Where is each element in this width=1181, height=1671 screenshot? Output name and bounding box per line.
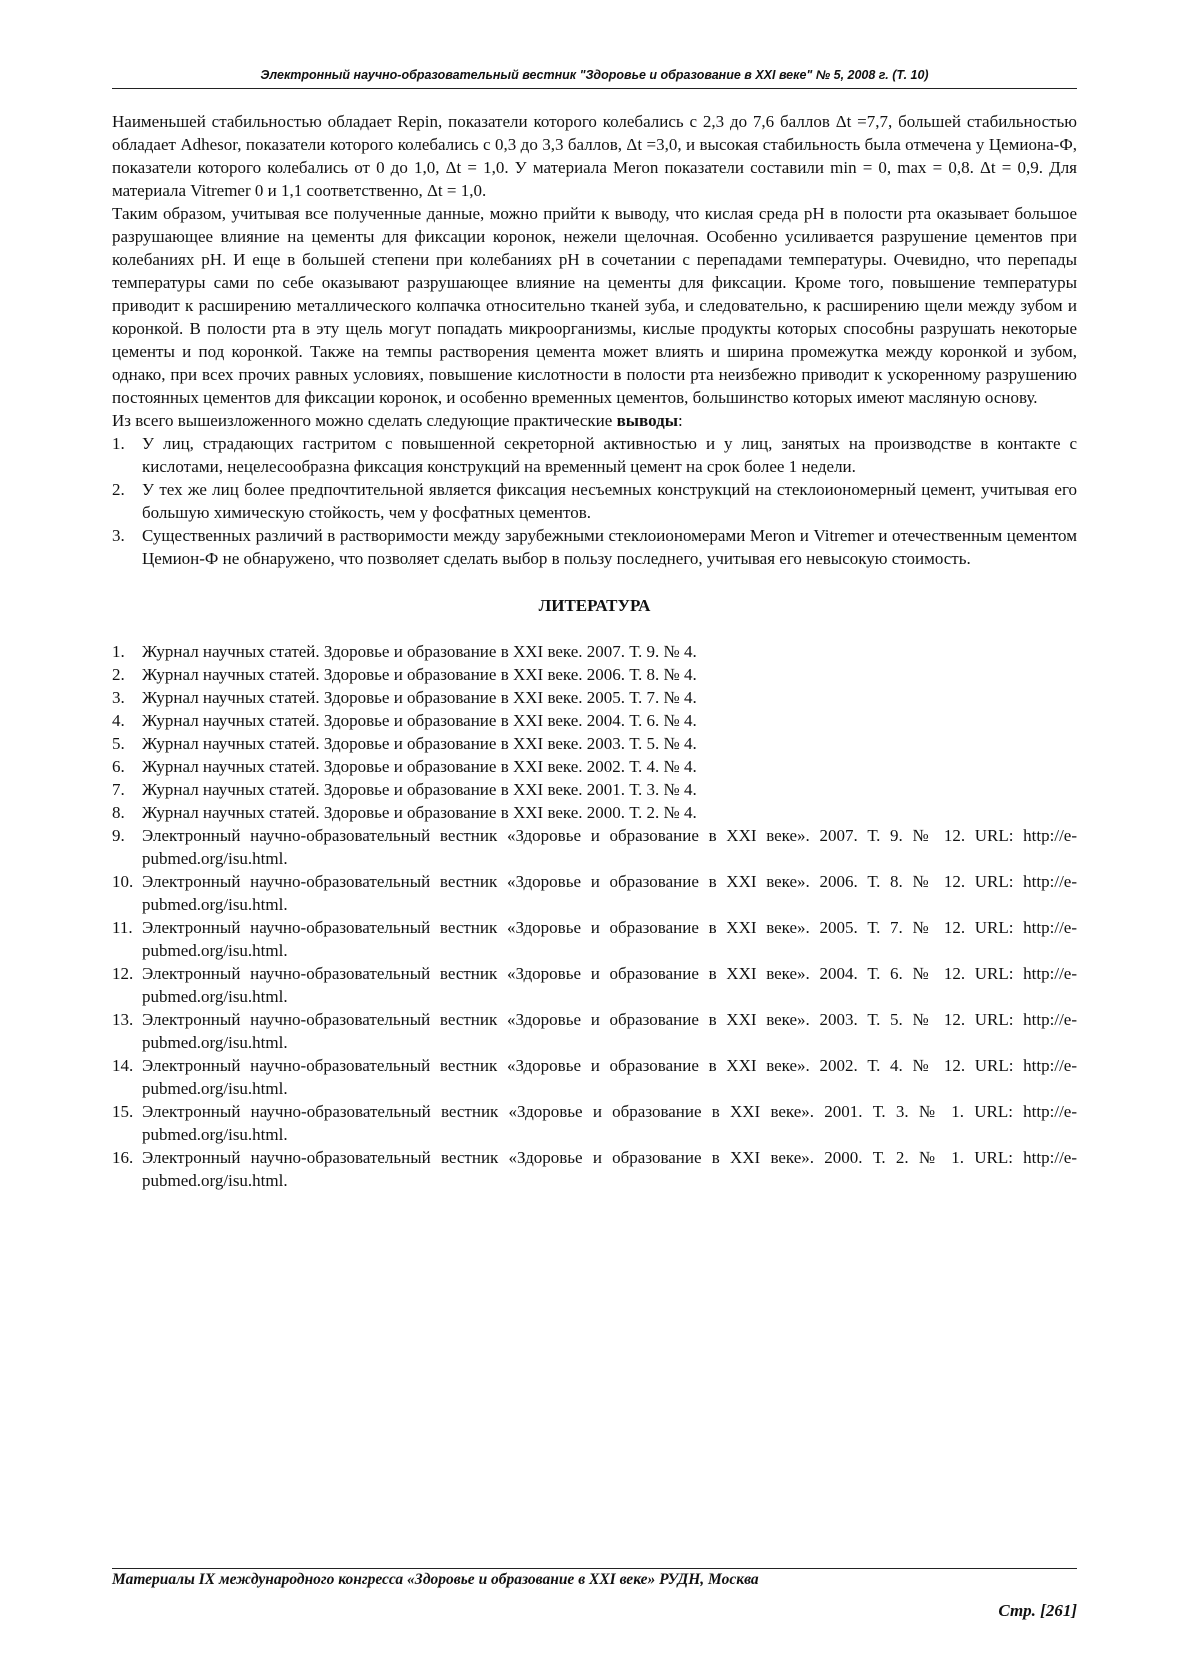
reference-number: 8. bbox=[112, 803, 125, 822]
finding-item bbox=[112, 524, 1077, 570]
finding-number: 1. bbox=[112, 434, 125, 453]
reference-number: 15. bbox=[112, 1102, 134, 1121]
reference-text: Электронный научно-образовательный вестник «Здоровье и образование в XXI веке». 2005. Т. 7. № 12. URL: http://e-pubmed.org/isu.html. bbox=[142, 918, 1077, 960]
reference-text: Электронный научно-образовательный вестник «Здоровье и образование в XXI веке». 2004. Т. 6. № 12. URL: http://e-pubmed.org/isu.html. bbox=[142, 964, 1077, 1006]
reference-item bbox=[112, 824, 1077, 870]
finding-number: 2. bbox=[112, 480, 125, 499]
reference-number: 16. bbox=[112, 1148, 134, 1167]
reference-text: Электронный научно-образовательный вестник «Здоровье и образование в XXI веке». 2000. Т. 2. № 1. URL: http://e-pubmed.org/isu.html. bbox=[142, 1148, 1077, 1190]
finding-text: У лиц, страдающих гастритом с повышенной секреторной активностью и у лиц, занятых на производстве в контакте с кислотами, нецелесообразна фиксация конструкций на временный цемент на срок более 1 недели. bbox=[142, 434, 1077, 476]
reference-number: 5. bbox=[112, 734, 125, 753]
reference-number: 9. bbox=[112, 826, 125, 845]
reference-text: Электронный научно-образовательный вестник «Здоровье и образование в XXI веке». 2002. Т. 4. № 12. URL: http://e-pubmed.org/isu.html. bbox=[142, 1056, 1077, 1098]
reference-item bbox=[112, 1146, 1077, 1192]
reference-item bbox=[112, 801, 1077, 824]
finding-item bbox=[112, 432, 1077, 478]
reference-number: 13. bbox=[112, 1010, 134, 1029]
reference-text: Электронный научно-образовательный вестник «Здоровье и образование в XXI веке». 2007. Т. 9. № 12. URL: http://e-pubmed.org/isu.html. bbox=[142, 826, 1077, 868]
reference-item bbox=[112, 663, 1077, 686]
reference-item bbox=[112, 709, 1077, 732]
reference-text: Журнал научных статей. Здоровье и образование в XXI веке. 2002. Т. 4. № 4. bbox=[142, 757, 697, 776]
reference-number: 2. bbox=[112, 665, 125, 684]
paragraph-stability: Наименьшей стабильностью обладает Repin, показатели которого колебались с 2,3 до 7,6 баллов Δt =7,7, большей стабильностью обладает Adhesor, показатели которого колебались с 0,3 до 3,3 баллов, Δt =3,0, и высокая стабильность была отмечена у Цемиона-Ф, показатели которого колебались от 0 до 1,0, Δt = 1,0. У материала Meron показатели составили min = 0, max = 0,8. Δt = 0,9. Для материала Vitremer 0 и 1,1 соответственно, Δt = 1,0. bbox=[112, 112, 1077, 200]
reference-item bbox=[112, 962, 1077, 1008]
reference-text: Журнал научных статей. Здоровье и образование в XXI веке. 2007. Т. 9. № 4. bbox=[142, 642, 697, 661]
reference-number: 14. bbox=[112, 1056, 134, 1075]
finding-text: У тех же лиц более предпочтительной является фиксация несъемных конструкций на стеклоиономерный цемент, учитывая его большую химическую стойкость, чем у фосфатных цементов. bbox=[142, 480, 1077, 522]
reference-item bbox=[112, 732, 1077, 755]
reference-text: Журнал научных статей. Здоровье и образование в XXI веке. 2001. Т. 3. № 4. bbox=[142, 780, 697, 799]
reference-number: 11. bbox=[112, 918, 133, 937]
header-divider bbox=[112, 88, 1077, 89]
findings-intro-bold: выводы bbox=[616, 411, 678, 430]
reference-item bbox=[112, 640, 1077, 663]
finding-number: 3. bbox=[112, 526, 125, 545]
reference-item bbox=[112, 870, 1077, 916]
reference-text: Журнал научных статей. Здоровье и образование в XXI веке. 2005. Т. 7. № 4. bbox=[142, 688, 697, 707]
reference-number: 12. bbox=[112, 964, 134, 983]
reference-text: Журнал научных статей. Здоровье и образование в XXI веке. 2000. Т. 2. № 4. bbox=[142, 803, 697, 822]
findings-list bbox=[112, 432, 1077, 570]
finding-item bbox=[112, 478, 1077, 524]
page-content bbox=[112, 110, 1077, 1192]
reference-text: Журнал научных статей. Здоровье и образование в XXI веке. 2004. Т. 6. № 4. bbox=[142, 711, 697, 730]
reference-text: Электронный научно-образовательный вестник «Здоровье и образование в XXI веке». 2006. Т. 8. № 12. URL: http://e-pubmed.org/isu.html. bbox=[142, 872, 1077, 914]
finding-text: Существенных различий в растворимости между зарубежными стеклоиономерами Meron и Vitremer и отечественным цементом Цемион-Ф не обнаружено, что позволяет сделать выбор в пользу последнего, учитывая его невысокую стоимость. bbox=[142, 526, 1077, 568]
paragraph-findings-intro bbox=[112, 409, 1077, 432]
reference-number: 6. bbox=[112, 757, 125, 776]
reference-text: Журнал научных статей. Здоровье и образование в XXI веке. 2006. Т. 8. № 4. bbox=[142, 665, 697, 684]
reference-item bbox=[112, 686, 1077, 709]
reference-number: 10. bbox=[112, 872, 134, 891]
reference-text: Электронный научно-образовательный вестник «Здоровье и образование в XXI веке». 2003. Т. 5. № 12. URL: http://e-pubmed.org/isu.html. bbox=[142, 1010, 1077, 1052]
reference-number: 1. bbox=[112, 642, 125, 661]
reference-number: 7. bbox=[112, 780, 125, 799]
paragraph-conclusion: Таким образом, учитывая все полученные данные, можно прийти к выводу, что кислая среда рН в полости рта оказывает большое разрушающее влияние на цементы для фиксации коронок, нежели щелочная. Особенно усиливается разрушение цементов при колебаниях рН. И еще в большей степени при колебаниях рН в сочетании с перепадами температуры. Очевидно, что перепады температуры сами по себе оказывают разрушающее влияние на цементы для фиксации. Кроме того, повышение температуры приводит к расширению металлического колпачка относительно тканей зуба, и следовательно, к расширению щели между зубом и коронкой. В полости рта в эту щель могут попадать микроорганизмы, кислые продукты которых способны разрушать некоторые цементы и под коронкой. Также на темпы растворения цемента может влиять и ширина промежутка между коронкой и зубом, однако, при всех прочих равных условиях, повышение кислотности в полости рта неизбежно приводит к ускоренному разрушению постоянных цементов для фиксации коронок, и особенно временных цементов, большинство которых имеют масляную основу. bbox=[112, 204, 1077, 407]
literature-heading: ЛИТЕРАТУРА bbox=[538, 596, 651, 615]
findings-intro-lead: Из всего вышеизложенного можно сделать следующие практические bbox=[112, 411, 617, 430]
journal-header: Электронный научно-образовательный вестник "Здоровье и образование в XXI веке" № 5, 2008 г. (Т. 10) bbox=[260, 68, 929, 82]
findings-intro-tail: : bbox=[678, 411, 683, 430]
reference-item bbox=[112, 1100, 1077, 1146]
page-number: Стр. [261] bbox=[998, 1601, 1077, 1620]
reference-item bbox=[112, 778, 1077, 801]
references-list bbox=[112, 640, 1077, 1192]
reference-item bbox=[112, 916, 1077, 962]
reference-item bbox=[112, 755, 1077, 778]
reference-item bbox=[112, 1054, 1077, 1100]
reference-item bbox=[112, 1008, 1077, 1054]
footer-divider bbox=[112, 1568, 1077, 1569]
reference-number: 4. bbox=[112, 711, 125, 730]
reference-number: 3. bbox=[112, 688, 125, 707]
reference-text: Журнал научных статей. Здоровье и образование в XXI веке. 2003. Т. 5. № 4. bbox=[142, 734, 697, 753]
reference-text: Электронный научно-образовательный вестник «Здоровье и образование в XXI веке». 2001. Т. 3. № 1. URL: http://e-pubmed.org/isu.html. bbox=[142, 1102, 1077, 1144]
footer-conference: Материалы IX международного конгресса «Здоровье и образование в XXI веке» РУДН, Москва bbox=[112, 1571, 759, 1588]
